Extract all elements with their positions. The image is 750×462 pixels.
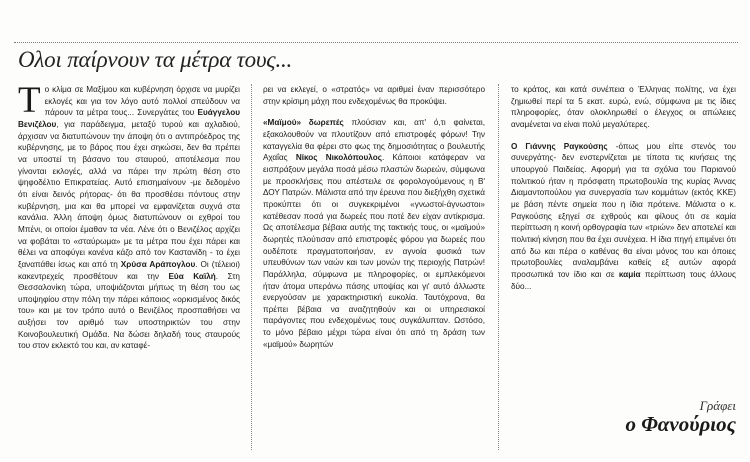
column-2 — [263, 84, 485, 350]
column-divider — [251, 84, 252, 450]
paragraph — [18, 80, 240, 352]
top-rule — [14, 42, 738, 43]
text-run: -όπως μου είπε στενός του συνεργάτης- δεν ενστερνίζεται με τίποτα τις κινήσεις της υπουργού Παιδείας. Αφορμή για τα σχόλια του Παριανού πολιτικού ήταν η πρόσφατη πρωτοβουλία της κυρίας Άννας Διαμαντοπούλου για συνεργασία των κομμάτων (εκτός ΚΚΕ) με βάση πέντε σημεία που η ίδια πρότεινε. Μάλιστα ο κ. Ραγκούσης εξηγεί σε εχθρούς και φίλους ότι σε καμία περίπτωση η κοινή ορθογραφία των «τριών» δεν αποτελεί και πολιτική κίνηση που θα έχει συνέχεια. Η ίδια πηγή επιμένει ότι από δω και πέρα ο καθένας θα είναι μόνος του και όποιες πρωτοβουλίες αναλαμβάνει καθείς εξ αυτών αφορά προσωπικά τον ίδιο και σε — [511, 141, 737, 279]
text-run: , για παράδειγμα, μεταξύ τυρού και αχλαδιού, άρχισαν να διατυπώνουν την άποψη ότι ο αντιπρόεδρος της κυβέρνησης, με το βάρος που έχει σηκώσει, δεν θα πρέπει να υποστεί τη βάσανο του σταυρού, αποτέλεσμα που γίνονται εκλογές, αλλά να πάρει την πρώτη θέση στο ψηφοδέλτιο Επικρατείας. Αυτό επισημαίνουν -με δεδομένο ότι είναι δεινός ρήτορας- ότι θα προσθέσει πόντους στην κυβέρνηση, μια και θα μπορεί να εμφανίζεται συχνά στα κανάλια. Άλλη άποψη όμως διατυπώνουν οι εχθροί του Μπένι, οι οποίοι έμαθαν τα νέα. Λένε ότι ο Βενιζέλος αρχίζει να φοβάται το «σταύρωμα» με τα μέτρα που έχει πάρει και θέλει να αποφύγει κανένα κάζο από τον Καστανίδη - το έχει ξαναπάθει ίσως και από τη — [18, 119, 240, 269]
column-divider — [498, 84, 499, 450]
drop-cap: Τ — [18, 80, 41, 121]
name-bold: Νίκος Νικολόπουλος — [295, 153, 382, 163]
article-headline: Ολοι παίρνουν τα μέτρα τους... — [18, 47, 293, 72]
paragraph — [511, 141, 736, 293]
text-run: πλούσιαν και, απ' ό,τι φαίνεται, εξακολουθούν να πλουτίζουν από επιστροφές φόρων! Την καταγγελία θα φέρει στο φως της δημοσιότητας ο βουλευτής Αχαΐας — [263, 118, 485, 163]
text-run: . Κάποιοι κατάφεραν να εισπράξουν μεγάλα ποσά μέσω πλαστών δωρεών, σύμφωνα με προσκλήσεις που απέστειλε σε φορολογούμενους η Β' ΔΟΥ Πατρών. Μάλιστα από την έρευνα που διεξήχθη σχετικά προκύπτει ότι οι συγκεκριμένοι «γνωστοί-άγνωστοι» κατέθεσαν ποσά για δωρεές που ποτέ δεν είχαν αντίκρισμα. Ως αποτέλεσμα βέβαια αυτής της τακτικής τους, οι «μαϊμού» δωρητές πλούτισαν από επιστροφές φόρου για δωρεές που ουδέποτε πραγματοποιήσαν, εν αγνοία φυσικά των υπευθύνων των ναών και των μονών της περιοχής Πατρών! Παράλληλα, σύμφωνα με πληροφορίες, οι εμπλεκόμενοι ήταν άτομα υπεράνω πάσης υποψίας και γι' αυτό άλλωστε ενεργούσαν με χαρακτηριστική ευκολία. Ταυτόχρονα, θα πρέπει βέβαια να αναζητηθούν και οι υπηρεσιακοί παράγοντες που ενδεχομένως τους συγκάλυπταν. Ωστόσο, το μόνο βέβαιο μέχρι τώρα είναι ότι από τη δράση των «μαϊμού» δωρητών — [263, 153, 485, 349]
lead-in-bold: Ο Γιάννης Ραγκούσης — [511, 141, 608, 151]
byline-author: ο Φανούριος — [625, 412, 736, 436]
paragraph — [263, 117, 485, 350]
emphasis-bold: καμία — [618, 269, 641, 279]
paragraph: το κράτος, και κατά συνέπεια ο Έλληνας πολίτης, να έχει ζημιωθεί περί τα 5 εκατ. ευρώ, ενώ, σύμφωνα με τις ίδιες πληροφορίες, όταν ολοκληρωθεί ο έλεγχος οι απώλειες αναμένεται να είναι πολύ μεγαλύτερες. — [511, 85, 736, 129]
name-bold: Ευάγγελου Βενιζέλου — [18, 108, 240, 129]
text-run: περίπτωση τους άλλους δύο... — [511, 269, 736, 291]
byline — [625, 398, 736, 436]
text-run: ο κλίμα σε Μαξίμου και κυβέρνηση όρχισε να μυρίζει εκλογές και για τον λόγο αυτό πολλοί σπεύδουν να πάρουν τα μέτρα τους... Συνεργάτες του — [44, 85, 240, 118]
name-bold: Εύα Καϊλή — [168, 271, 216, 281]
column-1 — [18, 80, 240, 352]
paragraph: ρει να εκλεγεί, ο «στρατός» να αριθμεί έναν περισσότερο στην κρίσιμη μάχη που ενδεχομένως θα προκύψει. — [263, 85, 485, 106]
text-run: . Οι (τέλειοι) κακεντρεχείς προσθέτουν και την — [18, 259, 240, 281]
name-bold: Χρύσα Αράπογλου — [120, 259, 196, 269]
text-run: . Στη Θεσσαλονίκη τώρα, υποψιάζονται μήπως τη θέση του ως υποψηφίου στην πόλη την πάρει κάποιος «ορκισμένος δικός του» και με τον τρόπο αυτό ο Βενιζέλος προσπαθήσει να αυξήσει τον αριθμό των υποστηρικτών του στην Κοινοβουλευτική Ομάδα. Να δώσει δηλαδή τους σταυρούς του στον εκλεκτό του και, αν καταφέ- — [18, 271, 240, 351]
byline-intro: Γράφει — [699, 398, 736, 413]
lead-in-bold: «Μαϊμού» δωρεπές — [263, 118, 344, 128]
column-3 — [511, 84, 736, 292]
